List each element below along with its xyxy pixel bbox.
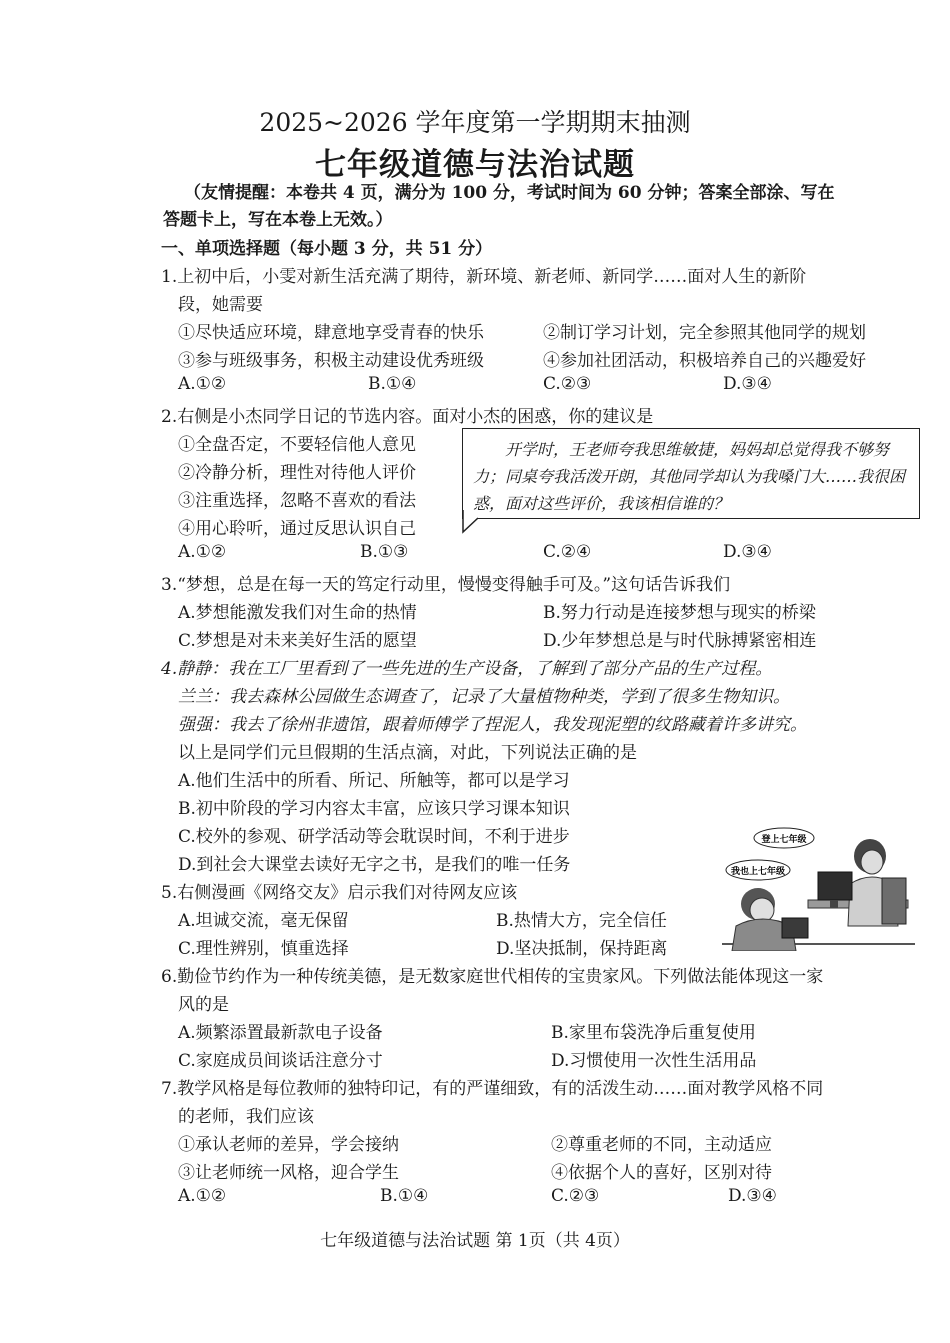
- q6-stem-line2: 风的是: [178, 995, 229, 1015]
- q7-option-b: B.①④: [380, 1186, 429, 1206]
- q5-option-b: B.热情大方，完全信任: [496, 911, 667, 931]
- q3-option-c: C.梦想是对未来美好生活的愿望: [178, 631, 417, 651]
- q5-stem: 5.右侧漫画《网络交友》启示我们对待网友应该: [161, 883, 518, 903]
- q1-option-d: D.③④: [723, 374, 772, 394]
- q6-option-b: B.家里布袋洗净后重复使用: [551, 1023, 756, 1043]
- online-friends-cartoon: [722, 826, 915, 951]
- q4-option-c: C.校外的参观、研学活动等会耽误时间，不利于进步: [178, 827, 570, 847]
- q4-option-a: A.他们生活中的所看、所记、所触等，都可以是学习: [178, 771, 570, 791]
- q5-option-a: A.坦诚交流，毫无保留: [178, 911, 349, 931]
- q1-statement-1: ①尽快适应环境，肆意地享受青春的快乐: [178, 323, 484, 343]
- q7-stem-line2: 的老师，我们应该: [178, 1107, 314, 1127]
- q2-option-c: C.②④: [543, 542, 592, 562]
- q4-option-b: B.初中阶段的学习内容太丰富，应该只学习课本知识: [178, 799, 570, 819]
- q7-statement-3: ③让老师统一风格，迎合学生: [178, 1163, 399, 1183]
- q1-option-c: C.②③: [543, 374, 592, 394]
- cartoon-bubble-1: 登上七年级: [761, 835, 807, 845]
- q3-option-a: A.梦想能激发我们对生命的热情: [178, 603, 417, 623]
- q7-statement-1: ①承认老师的差异，学会接纳: [178, 1135, 399, 1155]
- q7-statement-4: ④依据个人的喜好，区别对待: [551, 1163, 772, 1183]
- q1-stem-line1: 1.上初中后，小雯对新生活充满了期待，新环境、新老师、新同学……面对人生的新阶: [161, 267, 807, 287]
- q4-option-d: D.到社会大课堂去读好无字之书，是我们的唯一任务: [178, 855, 571, 875]
- diary-box-tail: [462, 510, 482, 534]
- q7-stem-line1: 7.教学风格是每位教师的独特印记，有的严谨细致，有的活泼生动……面对教学风格不同: [161, 1079, 824, 1099]
- q4-line-qiangqiang: 强强：我去了徐州非遗馆，跟着师傅学了捏泥人，我发现泥塑的纹路藏着许多讲究。: [178, 715, 807, 735]
- q2-option-b: B.①③: [360, 542, 409, 562]
- q3-stem: 3.“梦想，总是在每一天的笃定行动里，慢慢变得触手可及。”这句话告诉我们: [161, 575, 731, 595]
- diary-excerpt-box: [462, 428, 920, 519]
- q2-statement-3: ③注重选择，忽略不喜欢的看法: [178, 491, 416, 511]
- exam-tip-line1: （友情提醒：本卷共 4 页，满分为 100 分，考试时间为 60 分钟；答案全部涂、写在: [184, 183, 835, 203]
- q6-stem-line1: 6.勤俭节约作为一种传统美德，是无数家庭世代相传的宝贵家风。下列做法能体现这一家: [161, 967, 824, 987]
- section-heading: 一、单项选择题（每小题 3 分，共 51 分）: [161, 239, 493, 259]
- q2-stem: 2.右侧是小杰同学日记的节选内容。面对小杰的困惑，你的建议是: [161, 407, 654, 427]
- q1-statement-3: ③参与班级事务，积极主动建设优秀班级: [178, 351, 484, 371]
- q5-option-d: D.坚决抵制，保持距离: [496, 939, 668, 959]
- q7-option-c: C.②③: [551, 1186, 600, 1206]
- q3-option-b: B.努力行动是连接梦想与现实的桥梁: [543, 603, 816, 623]
- q6-option-d: D.习惯使用一次性生活用品: [551, 1051, 757, 1071]
- q1-statement-2: ②制订学习计划，完全参照其他同学的规划: [543, 323, 866, 343]
- cartoon-bubble-2: 我也上七年级: [730, 867, 786, 877]
- exam-title: 七年级道德与法治试题: [315, 147, 635, 183]
- q2-statement-1: ①全盘否定，不要轻信他人意见: [178, 435, 416, 455]
- q4-stem: 以上是同学们元旦假期的生活点滴，对此，下列说法正确的是: [178, 743, 637, 763]
- q1-stem-line2: 段，她需要: [178, 295, 263, 315]
- q6-option-a: A.频繁添置最新款电子设备: [178, 1023, 383, 1043]
- q2-option-a: A.①②: [178, 542, 227, 562]
- q4-line-jingjing: 4.静静：我在工厂里看到了一些先进的生产设备，了解到了部分产品的生产过程。: [161, 659, 773, 679]
- q6-option-c: C.家庭成员间谈话注意分寸: [178, 1051, 383, 1071]
- exam-term: 2025~2026 学年度第一学期期末抽测: [259, 108, 691, 137]
- q4-line-lanlan: 兰兰：我去森林公园做生态调查了，记录了大量植物种类，学到了很多生物知识。: [178, 687, 790, 707]
- q1-statement-4: ④参加社团活动，积极培养自己的兴趣爱好: [543, 351, 866, 371]
- q1-option-b: B.①④: [368, 374, 417, 394]
- q7-option-d: D.③④: [728, 1186, 777, 1206]
- q2-statement-2: ②冷静分析，理性对待他人评价: [178, 463, 416, 483]
- exam-tip-line2: 答题卡上，写在本卷上无效。）: [163, 210, 393, 230]
- q2-option-d: D.③④: [723, 542, 772, 562]
- diary-excerpt-text: 开学时，王老师夸我思维敏捷，妈妈却总觉得我不够努力；同桌夸我活泼开朗，其他同学却认为我嗓门大……我很困惑，面对这些评价，我该相信谁的？: [473, 440, 906, 513]
- q7-statement-2: ②尊重老师的不同，主动适应: [551, 1135, 772, 1155]
- q3-option-d: D.少年梦想总是与时代脉搏紧密相连: [543, 631, 817, 651]
- q2-statement-4: ④用心聆听，通过反思认识自己: [178, 519, 416, 539]
- q5-option-c: C.理性辨别，慎重选择: [178, 939, 349, 959]
- q7-option-a: A.①②: [178, 1186, 227, 1206]
- page-footer: 七年级道德与法治试题 第 1页（共 4页）: [320, 1231, 630, 1251]
- q1-option-a: A.①②: [178, 374, 227, 394]
